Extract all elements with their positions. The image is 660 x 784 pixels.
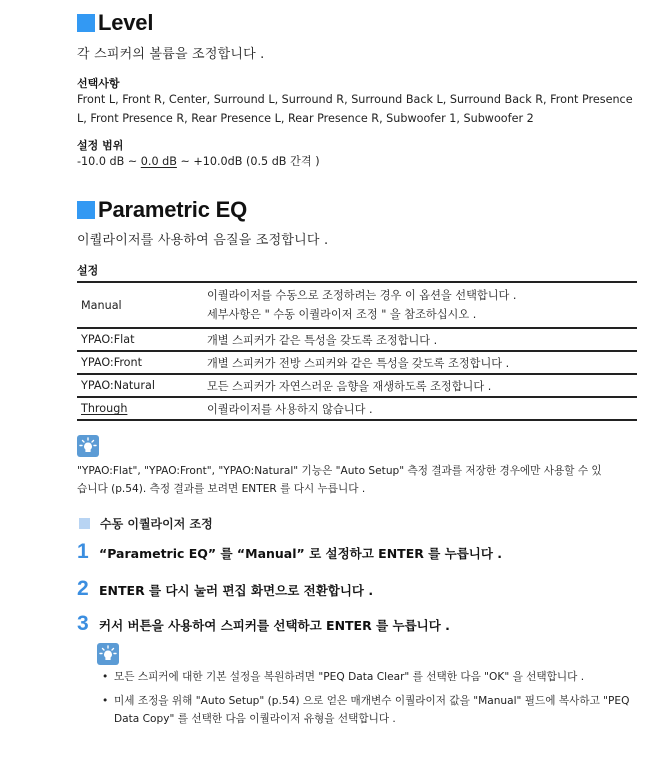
option-through-desc: 이퀄라이저를 사용하지 않습니다 . [203,397,637,420]
level-heading [77,10,153,36]
step-text: 커서 버튼을 사용하여 스피커를 선택하고 ENTER 를 누릅니다 . [99,618,450,633]
peq-note [77,462,637,498]
option-through-label: Through [81,402,128,415]
step-number: 3 [77,612,89,635]
level-range [77,152,320,171]
heading-square-icon [77,201,95,219]
step-number: 2 [77,577,89,600]
table-row [77,282,637,328]
level-choices [77,90,633,128]
level-description: 각 스피커의 볼륨을 조정합니다 . [77,47,265,62]
step-text: ENTER 를 다시 눌러 편집 화면으로 전환합니다 . [99,583,374,598]
manual-eq-heading [79,515,213,532]
step-number: 1 [77,540,89,563]
range-max: ~ +10.0dB (0.5 dB 간격 ) [176,155,320,168]
peq-description: 이퀄라이저를 사용하여 음질을 조정합니다 . [77,233,329,248]
option-ypao-front-desc: 개별 스피커가 전방 스피커와 같은 특성을 갖도록 조정합니다 . [203,351,637,374]
list-item: • 모든 스피커에 대한 기본 설정을 복원하려면 "PEQ Data Clear" 를 선택한 다음 "OK" 을 선택합니다 . [101,668,641,686]
option-ypao-flat-desc: 개별 스피커가 같은 특성을 갖도록 조정합니다 . [203,328,637,351]
level-choices-line2: L, Front Presence R, Rear Presence L, Rear Presence R, Subwoofer 1, Subwoofer 2 [77,112,534,125]
subheading-square-icon [79,518,90,529]
option-through [77,397,203,420]
option-ypao-natural-desc: 모든 스피커가 자연스러운 음향을 재생하도록 조정합니다 . [203,374,637,397]
level-choices-label: 선택사항 [77,77,120,90]
range-min: -10.0 dB ~ [77,155,141,168]
step-2 [77,577,373,601]
list-item: • 미세 조정을 위해 "Auto Setup" (p.54) 으로 얻은 매개변수 이퀄라이저 값을 "Manual" 필드에 복사하고 "PEQ Data Copy" 를 선택한 다음 이퀄라이저 유형을 선택합니다 . [101,692,641,728]
desc-line: 세부사항은 " 수동 이퀄라이저 조정 " 을 참조하십시오 . [207,308,477,321]
heading-square-icon [77,14,95,32]
manual-eq-title: 수동 이퀄라이저 조정 [100,517,213,531]
option-manual-desc [203,282,637,328]
table-row [77,351,637,374]
step-3 [77,612,450,636]
note-line: "YPAO:Flat", "YPAO:Front", "YPAO:Natural" 기능은 "Auto Setup" 측정 결과를 저장한 경우에만 사용할 수 있 [77,465,602,477]
peq-heading [77,197,247,223]
peq-title: Parametric EQ [98,197,248,222]
range-default: 0.0 dB [140,155,177,168]
option-manual: Manual [77,282,203,328]
peq-settings-table [77,281,637,421]
step-1 [77,540,502,564]
option-ypao-flat: YPAO:Flat [77,328,203,351]
table-row [77,397,637,420]
lightbulb-icon [97,643,119,665]
note-line: 습니다 (p.54). 측정 결과를 보려면 ENTER 를 다시 누릅니다 . [77,483,366,495]
step-text: “Parametric EQ” 를 “Manual” 로 설정하고 ENTER 를 누릅니다 . [99,546,503,561]
desc-line: 이퀄라이저를 수동으로 조정하려는 경우 이 옵션을 선택합니다 . [207,289,517,302]
level-choices-line1: Front L, Front R, Center, Surround L, Surround R, Surround Back L, Surround Back R, Front Presence [77,93,633,106]
lightbulb-icon [77,435,99,457]
table-row [77,328,637,351]
manual-eq-tips [101,668,641,734]
level-range-label: 설정 범위 [77,139,124,152]
table-row [77,374,637,397]
option-ypao-natural: YPAO:Natural [77,374,203,397]
option-ypao-front: YPAO:Front [77,351,203,374]
peq-settings-label: 설정 [77,264,99,277]
level-title: Level [98,10,154,35]
